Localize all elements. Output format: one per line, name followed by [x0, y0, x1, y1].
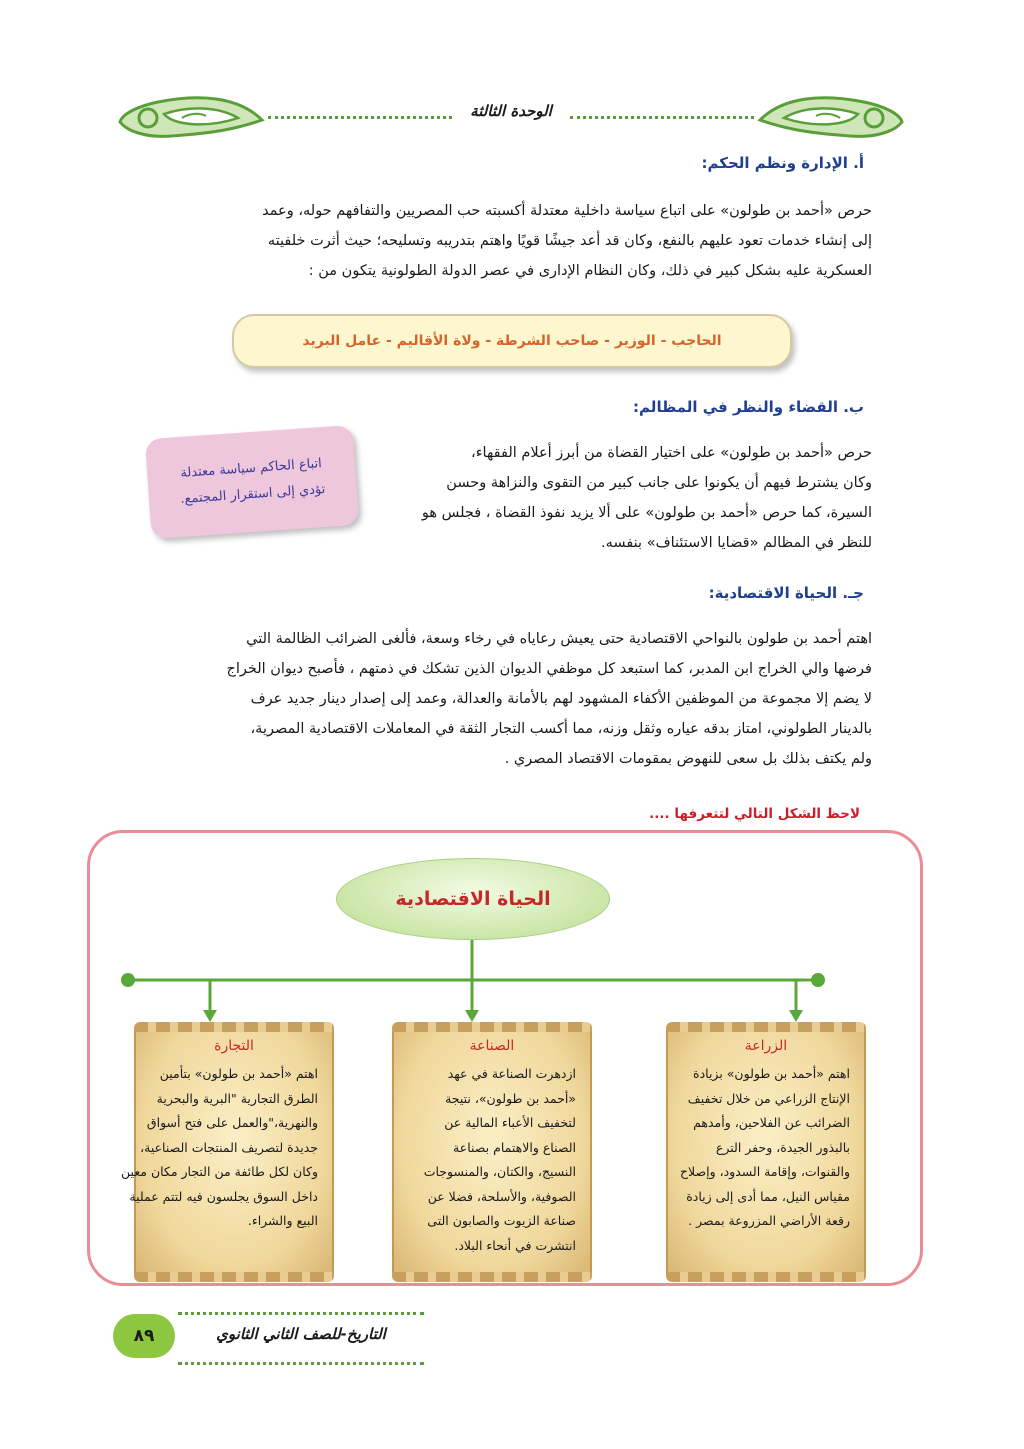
trade-scroll	[120, 1026, 334, 1278]
book-title: التاريخ-للصف الثاني الثانوي	[216, 1325, 386, 1343]
scroll-line: داخل السوق يجلسون فيه لتتم عملية	[129, 1188, 318, 1204]
paragraph-line: إلى إنشاء خدمات تعود عليهم بالنفع، وكان قد أعد جيشًا قويًا واهتم بتدريبه وتسليحه؛ حيث أثرت خلفيته	[267, 233, 872, 249]
paragraph-line: حرص «أحمد بن طولون» على اتباع سياسة داخلية معتدلة أكسبته حب المصريين والتفافهم حوله، وعمد	[262, 203, 872, 219]
scroll-line: ازدهرت الصناعة في عهد	[447, 1066, 576, 1081]
scroll-line: صناعة الزيوت والصابون التى	[427, 1213, 576, 1228]
note-line: اتباع الحاكم سياسة معتدلة	[179, 456, 323, 481]
scroll-line: الطرق التجارية "البرية والبحرية	[156, 1090, 318, 1106]
scroll-line: اهتم «أحمد بن طولون» بزيادة	[693, 1066, 850, 1081]
scroll-line: الصناع والاهتمام بصناعة	[453, 1139, 576, 1155]
paragraph-line: السيرة، كما حرص «أحمد بن طولون» على ألا يزيد نفوذ القضاة ، فجلس هو	[421, 505, 872, 521]
trade-title: التجارة	[214, 1038, 254, 1054]
paragraph-line: اهتم أحمد بن طولون بالنواحي الاقتصادية حتى يعيش رعاياه في رخاء وسعة، فألغى الضرائب الظالمة التي	[246, 631, 872, 647]
section-c-heading: جـ. الحياة الاقتصادية:	[708, 584, 864, 602]
unit-title: الوحدة الثالثة	[470, 102, 552, 120]
scroll-line: والقنوات، وإقامة السدود، وإصلاح	[679, 1164, 850, 1179]
industry-scroll	[392, 1026, 592, 1278]
scroll-line: لتخفيف الأعباء المالية عن	[444, 1115, 576, 1130]
scroll-line: بالبذور الجيدة، وحفر الترع	[715, 1139, 850, 1155]
scroll-line: اهتم «أحمد بن طولون» بتأمين	[159, 1066, 318, 1081]
footer-dotted-line-top	[178, 1312, 424, 1315]
section-b-heading: ب. القضاء والنظر في المظالم:	[633, 398, 864, 416]
scroll-line: النسيج، والكتان، والمنسوجات	[423, 1164, 576, 1179]
paragraph-line: فرضها والي الخراج ابن المدبر، كما استبعد كل موظفي الديوان الذين تشكك في ذمتهم ، فأصبح ديوان الخراج	[226, 661, 872, 677]
scroll-line: والنهرية،"والعمل على فتح أسواق	[146, 1115, 318, 1130]
economic-life-title: الحياة الاقتصادية	[395, 888, 551, 910]
paragraph-line: وكان يشترط فيهم أن يكونوا على جانب كبير من التقوى والنزاهة وحسن	[446, 475, 872, 491]
footer-dotted-line-bottom	[178, 1362, 424, 1365]
page-number: ٨٩	[133, 1326, 155, 1346]
paragraph-line: لا يضم إلا مجموعة من الموظفين الأكفاء المشهود لهم بالأمانة والعدالة، وعمد إلى إصدار دينار جديد عرف	[250, 691, 872, 707]
observe-instruction: لاحظ الشكل التالي لتتعرفها ....	[649, 806, 860, 822]
administrative-offices-text: الحاجب - الوزير - صاحب الشرطة - ولاة الأقاليم - عامل البريد	[302, 333, 722, 349]
agriculture-scroll	[666, 1026, 866, 1278]
industry-title: الصناعة	[469, 1038, 515, 1054]
note-line: تؤدي إلى استقرار المجتمع.	[179, 481, 326, 508]
scroll-line: الضرائب عن الفلاحين، وأمدهم	[693, 1115, 850, 1130]
scroll-line: الإنتاج الزراعي من خلال تخفيف	[687, 1090, 850, 1106]
paragraph-line: العسكرية عليه بشكل كبير في ذلك، وكان النظام الإدارى في عصر الدولة الطولونية يتكون من :	[308, 263, 872, 279]
agriculture-title: الزراعة	[744, 1038, 788, 1054]
paragraph-line: ولم يكتف بذلك بل سعى للنهوض بمقومات الاقتصاد المصري .	[504, 751, 872, 767]
scroll-line: انتشرت في أنحاء البلاد.	[454, 1237, 576, 1253]
scroll-line: البيع والشراء.	[247, 1213, 318, 1228]
scroll-line: وكان لكل طائفة من التجار مكان معين	[120, 1164, 318, 1179]
paragraph-line: بالدينار الطولوني، امتاز بدقه عياره وثقل وزنه، مما أكسب التجار الثقة في المعاملات الاقتصادية المصرية،	[250, 721, 872, 737]
page-number-badge	[113, 1314, 175, 1358]
scroll-line: الصوفية، والأسلحة، فضلا عن	[427, 1188, 576, 1204]
scroll-line: رقعة الأراضي المزروعة بمصر .	[688, 1213, 850, 1228]
economic-life-ellipse	[336, 858, 610, 940]
scroll-line: «أحمد بن طولون»، نتيجة	[445, 1090, 576, 1106]
paragraph-line: حرص «أحمد بن طولون» على اختيار القضاة من أبرز أعلام الفقهاء،	[471, 445, 872, 461]
scroll-line: مقياس النيل، مما أدى إلى زيادة	[686, 1188, 850, 1204]
section-a-heading: أ. الإدارة ونظم الحكم:	[701, 154, 864, 172]
paragraph-line: للنظر في المظالم «قضايا الاستئناف» بنفسه.	[601, 535, 872, 551]
scroll-line: جديدة لتصريف المنتجات الصناعية،	[140, 1139, 318, 1155]
